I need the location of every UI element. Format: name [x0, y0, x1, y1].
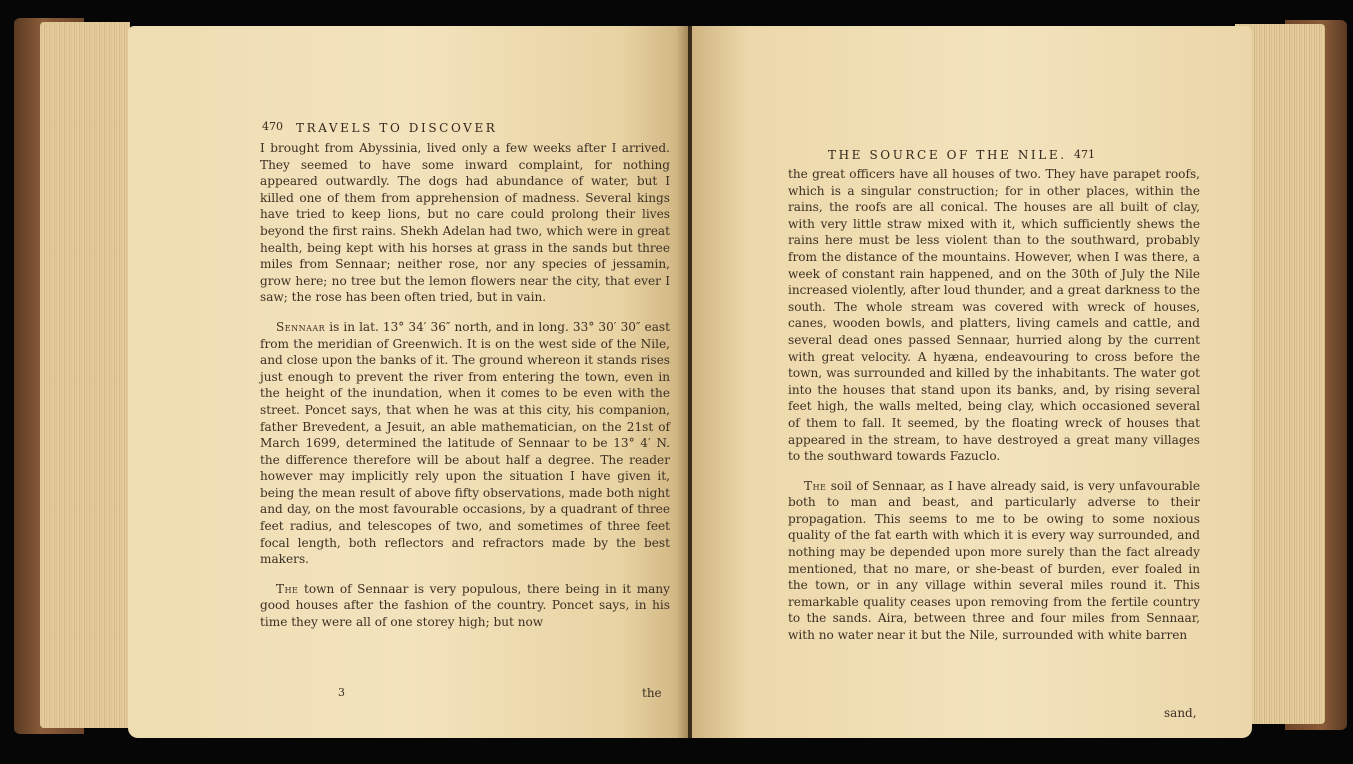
right-paragraph-1: [788, 166, 1200, 465]
right-page-number: 471: [1074, 148, 1095, 161]
left-paragraph-3: [260, 581, 670, 631]
right-running-head: THE SOURCE OF THE NILE.: [828, 148, 1067, 162]
left-paragraph-2: [260, 319, 670, 568]
left-paragraph-2-lead: Sennaar: [276, 319, 326, 334]
left-paragraph-1-text: I brought from Abyssinia, lived only a few weeks after I arrived. They seemed to have some inward complaint, for nothing appeared outwardly. The dogs had abundance of water, but I killed one of them from apprehension of madness. Several kings have tried to keep lions, but no care could prolong their lives beyond the first rains. Shekh Adelan had two, which were in great health, being kept with his horses at grass in the sands but three miles from Sennaar; neither rose, nor any species of jessamin, grow here; no tree but the lemon flowers near the city, that ever I saw; the rose has been often tried, but in vain.: [260, 141, 670, 305]
left-paragraph-2-text: is in lat. 13° 34′ 36″ north, and in long. 33° 30′ 30″ east from the meridian of Greenwich. It is on the west side of the Nile, and close upon the banks of it. The ground whereon it stands rises just enough to prevent the river from entering the town, even in the height of the inundation, when it comes to be even with the street. Poncet says, that when he was at this city, his companion, father Brevedent, a Jesuit, an able mathematician, on the 21st of March 1699, determined the latitude of Sennaar to be 13° 4′ N. the difference therefore will be about half a degree. The reader however may implicitly rely upon the situation I have given it, being the mean result of above fifty observations, made both night and day, on the most favourable occasions, by a quadrant of three feet radius, and telescopes of two, and sometimes of three feet focal length, both reflectors and refractors made by the best makers.: [260, 319, 670, 567]
right-paragraph-2: [788, 478, 1200, 644]
right-catchword: sand,: [1164, 706, 1197, 720]
left-catchword: the: [642, 686, 662, 700]
right-paragraph-2-text: soil of Sennaar, as I have already said, is very unfavourable both to man and beast, and particularly adverse to their propagation. This seems to me to be owing to some noxious quality of the fat earth with which it is every way surrounded, and nothing may be depended upon more surely than the fact already mentioned, that no mare, or she-beast of burden, ever foaled in the town, or in any village within several miles round it. This remarkable quality ceases upon removing from the fertile country to the sands. Aira, between three and four miles from Sennaar, with no water near it but the Nile, surrounded with white barren: [788, 478, 1200, 643]
left-paragraph-1: [260, 140, 670, 306]
page-edges-left: [40, 22, 130, 728]
left-paragraph-3-lead: The: [276, 581, 299, 596]
left-page: [128, 26, 688, 738]
right-page: [692, 26, 1252, 738]
left-page-body: [260, 140, 670, 644]
left-running-head: TRAVELS TO DISCOVER: [296, 121, 498, 135]
right-page-body: [788, 166, 1200, 657]
right-paragraph-2-lead: The: [804, 478, 827, 493]
left-page-number: 470: [262, 120, 283, 133]
left-signature-mark: 3: [338, 686, 345, 699]
left-paragraph-3-text: town of Sennaar is very populous, there being in it many good houses after the fashion of the country. Poncet says, in his time they were all of one storey high; but now: [260, 581, 670, 630]
right-paragraph-1-text: the great officers have all houses of two. They have parapet roofs, which is a singular construction; for in other places, within the rains, the roofs are all conical. The houses are all built of clay, with very little straw mixed with it, which sufficiently shews the rains here must be less violent than to the southward, probably from the distance of the mountains. However, when I was there, a week of constant rain happened, and on the 30th of July the Nile increased violently, after loud thunder, and a great darkness to the south. The whole stream was covered with wreck of houses, canes, wooden bowls, and platters, living camels and cattle, and several dead ones passed Sennaar, hurried along by the current with great velocity. A hyæna, endeavouring to cross before the town, was surrounded and killed by the inhabitants. The water got into the houses that stand upon its banks, and, by rising several feet high, the walls melted, being clay, which occasioned several of them to fall. It seemed, by the floating wreck of houses that appeared in the stream, to have destroyed a great many villages to the southward towards Fazuclo.: [788, 167, 1200, 464]
